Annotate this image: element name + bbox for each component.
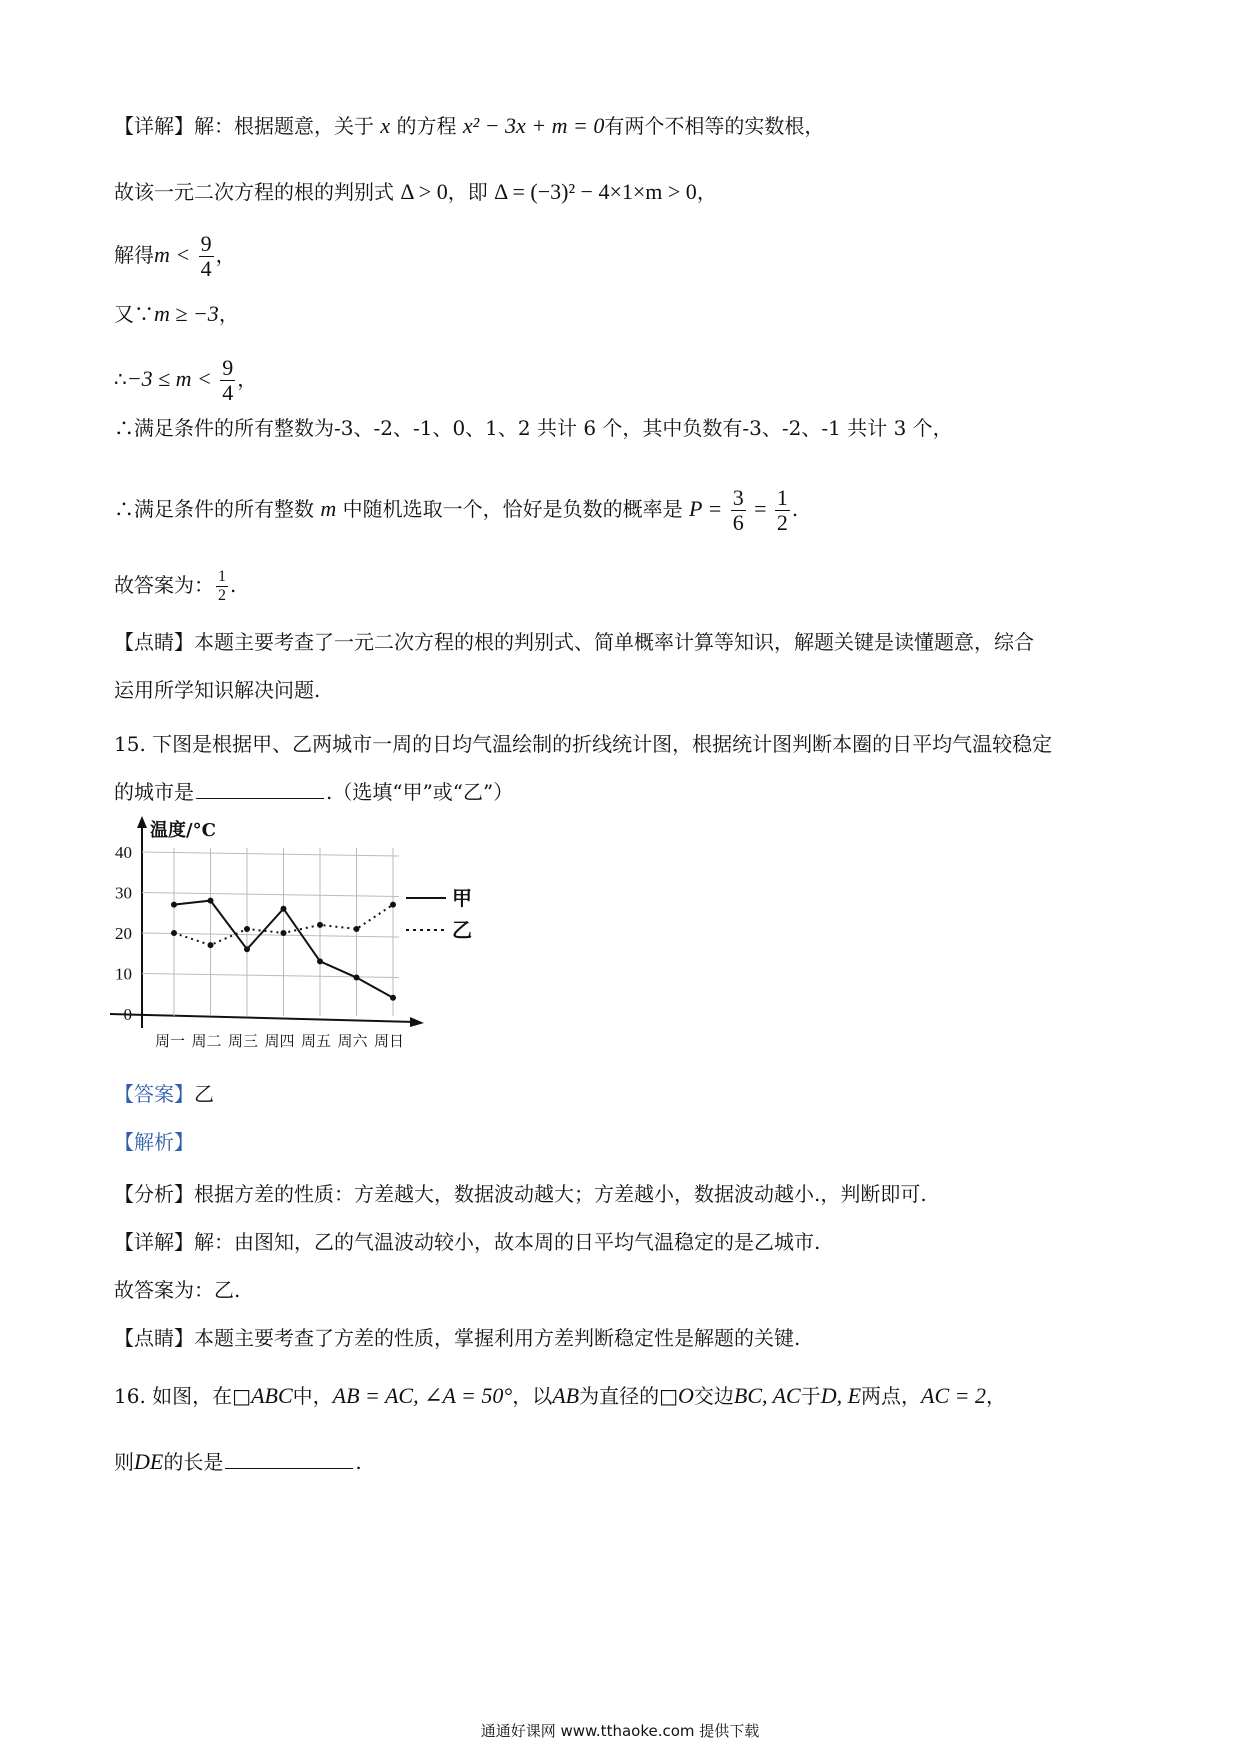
fraction-nine-quarters (199, 232, 214, 281)
answer-half-end: . (230, 573, 237, 597)
fraction-numerator: 1 (218, 568, 226, 585)
question-16-line2 (114, 1448, 362, 1476)
fraction-denominator: 6 (732, 510, 744, 535)
detail-tag: 【详解】 (114, 114, 194, 138)
range-expression: −3 ≤ m < (126, 366, 212, 391)
series-point-2 (354, 926, 360, 932)
x-tick-label: 周一 (154, 1032, 186, 1050)
q16-points: D, E (820, 1383, 862, 1408)
y-tick-label: 0 (123, 1005, 132, 1024)
q16-triangle: ABC (251, 1383, 293, 1408)
q16-text-i: 则 (114, 1450, 134, 1474)
grid-line-h (142, 852, 399, 856)
question-15-text-b: .（选填“甲”或“乙”） (326, 780, 514, 804)
x-axis-arrow (410, 1017, 424, 1027)
series-point-2 (281, 930, 287, 936)
series-point-2 (244, 926, 250, 932)
q16-ac-length: AC = 2 (921, 1383, 986, 1408)
answer-line (114, 1080, 214, 1108)
probability-p: P = (688, 496, 723, 521)
var-m: m (320, 496, 337, 521)
grid-line-h (142, 893, 399, 897)
discriminant-condition: Δ > 0 (400, 179, 448, 204)
analysis-line (114, 1128, 194, 1156)
q16-text-j: 的长是 (163, 1450, 224, 1474)
series-point-1 (208, 898, 214, 904)
because-end: ， (218, 302, 239, 326)
grid-line-h (142, 974, 399, 978)
probability-line (114, 486, 798, 535)
answer-half-line (114, 568, 236, 605)
answer-tag: 【答案】 (114, 1082, 194, 1106)
series-point-2 (390, 902, 396, 908)
comment-tag-2: 【点睛】 (114, 1326, 194, 1350)
detail-text-c: 有两个不相等的实数根， (604, 114, 825, 138)
question-15-text-a: 的城市是 (114, 780, 194, 804)
legend-label-2: 乙 (452, 918, 472, 942)
q16-text-c: ，以 (512, 1384, 553, 1408)
x-axis (110, 1014, 416, 1022)
answer-half-text: 故答案为： (114, 573, 214, 597)
comment-text: 本题主要考查了一元二次方程的根的判别式、简单概率计算等知识，解题关键是读懂题意，综合 (194, 630, 1034, 654)
q16-condition: AB = AC, ∠A = 50° (332, 1383, 513, 1408)
fraction-numerator: 9 (200, 231, 212, 256)
therefore-range-line (114, 356, 257, 405)
comment-tag: 【点睛】 (114, 630, 194, 654)
series-point-2 (317, 922, 323, 928)
fraction-denominator: 4 (200, 256, 212, 281)
fraction-numerator: 3 (732, 485, 744, 510)
comment-paragraph-1-cont: 运用所学知识解决问题. (114, 678, 321, 702)
xiangjie-tag: 【详解】 (114, 1230, 194, 1254)
solve-lhs: m < (154, 242, 191, 267)
fraction-denominator: 2 (776, 510, 788, 535)
because-expression: m ≥ −3 (154, 301, 219, 326)
solve-end: ， (215, 243, 236, 267)
probability-text-b: 中随机选取一个，恰好是负数的概率是 (342, 497, 683, 521)
q16-text-a: 16. 如图，在□ (114, 1384, 252, 1408)
series-point-1 (244, 946, 250, 952)
quadratic-equation: x² − 3x + m = 0 (462, 113, 605, 138)
range-end: ， (237, 367, 258, 391)
q16-text-h: ， (986, 1384, 1006, 1408)
because-line (114, 300, 239, 328)
probability-text-a: ∴满足条件的所有整数 (114, 497, 314, 521)
question-16-line1 (114, 1382, 1006, 1410)
probability-end: . (791, 497, 799, 521)
series-point-1 (390, 995, 396, 1001)
x-tick-label: 周二 (191, 1032, 222, 1050)
footer-source: 通通好课网 www.tthaoke.com 提供下载 (480, 1722, 760, 1740)
solve-text: 解得 (114, 243, 154, 267)
answer-value: 乙 (194, 1082, 214, 1106)
fraction-three-sixths (731, 486, 746, 535)
q16-text-d: 为直径的□ (579, 1384, 678, 1408)
question-15-line1: 15. 下图是根据甲、乙两城市一周的日均气温绘制的折线统计图，根据统计图判断本圈的日平均气温较稳定 (114, 732, 1053, 756)
q16-circle-o: O (677, 1383, 694, 1408)
discriminant-expression: Δ = (−3)² − 4×1×m > 0 (494, 179, 697, 204)
fraction-denominator: 2 (218, 587, 226, 604)
series-point-1 (354, 975, 360, 981)
q16-answer-blank (225, 1450, 353, 1469)
discriminant-text-a: 故该一元二次方程的根的判别式 (114, 180, 394, 204)
series-point-1 (317, 958, 323, 964)
q16-de: DE (134, 1449, 164, 1474)
q16-text-k: . (355, 1450, 362, 1474)
q16-sides: BC, AC (733, 1383, 801, 1408)
discriminant-text-b: ，即 (447, 180, 488, 204)
analysis-tag: 【解析】 (114, 1130, 194, 1154)
fraction-denominator: 4 (222, 380, 234, 405)
y-tick-label: 40 (115, 843, 132, 862)
comment-paragraph-1 (114, 628, 1034, 656)
comment-paragraph-2 (114, 1324, 800, 1352)
y-tick-label: 10 (115, 964, 132, 984)
x-tick-label: 周三 (227, 1032, 259, 1050)
var-x: x (380, 113, 391, 138)
discriminant-text-c: ， (696, 180, 717, 204)
integers-line: ∴满足条件的所有整数为-3、-2、-1、0、1、2 共计 6 个，其中负数有-3、-2、-1 共计 3 个， (114, 416, 953, 440)
series-point-2 (171, 930, 177, 936)
detail-paragraph-1 (114, 112, 824, 140)
q16-ab: AB (552, 1383, 580, 1408)
series-point-2 (208, 942, 214, 948)
series-point-1 (171, 902, 177, 908)
question-15-line2 (114, 778, 513, 806)
series-point-1 (281, 906, 287, 912)
because-text: 又∵ (114, 302, 154, 326)
therefore-symbol: ∴ (114, 367, 127, 391)
legend-label-1: 甲 (452, 886, 472, 910)
detail-text-a: 解：根据题意，关于 (194, 114, 374, 138)
q16-text-b: 中， (292, 1384, 333, 1408)
comment-text-2: 本题主要考查了方差的性质，掌握利用方差判断稳定性是解题的关键. (194, 1326, 801, 1350)
fraction-numerator: 9 (222, 355, 234, 380)
y-axis-label: 温度/°C (150, 820, 216, 841)
fenxi-line (114, 1180, 927, 1208)
discriminant-line (114, 178, 717, 206)
x-tick-label: 周六 (337, 1032, 368, 1050)
y-tick-label: 20 (115, 924, 132, 943)
fenxi-tag: 【分析】 (114, 1182, 194, 1206)
fraction-nine-quarters-2 (220, 356, 235, 405)
chart-svg (110, 806, 530, 1068)
y-tick-label: 30 (115, 883, 132, 903)
answer-yi-line: 故答案为：乙. (114, 1278, 241, 1302)
xiangjie-text: 解：由图知，乙的气温波动较小，故本周的日平均气温稳定的是乙城市. (194, 1230, 821, 1254)
fraction-numerator: 1 (776, 485, 788, 510)
fenxi-text: 根据方差的性质：方差越大，数据波动越大；方差越小，数据波动越小.，判断即可. (194, 1182, 927, 1206)
q16-text-e: 交边 (693, 1384, 734, 1408)
answer-blank (196, 780, 324, 799)
xiangjie-line (114, 1228, 820, 1256)
x-tick-label: 周四 (264, 1032, 295, 1050)
equals-sign: = (754, 496, 767, 521)
solve-m-line (114, 232, 236, 281)
y-axis-arrow (137, 816, 147, 828)
detail-text-b: 的方程 (396, 114, 457, 138)
q16-text-f: 于 (800, 1384, 821, 1408)
temperature-line-chart (110, 806, 530, 1068)
fraction-one-half-small (216, 568, 228, 605)
fraction-one-half (775, 486, 790, 535)
q16-text-g: 两点， (861, 1384, 922, 1408)
x-tick-label: 周日 (373, 1032, 405, 1050)
x-tick-label: 周五 (300, 1032, 332, 1050)
